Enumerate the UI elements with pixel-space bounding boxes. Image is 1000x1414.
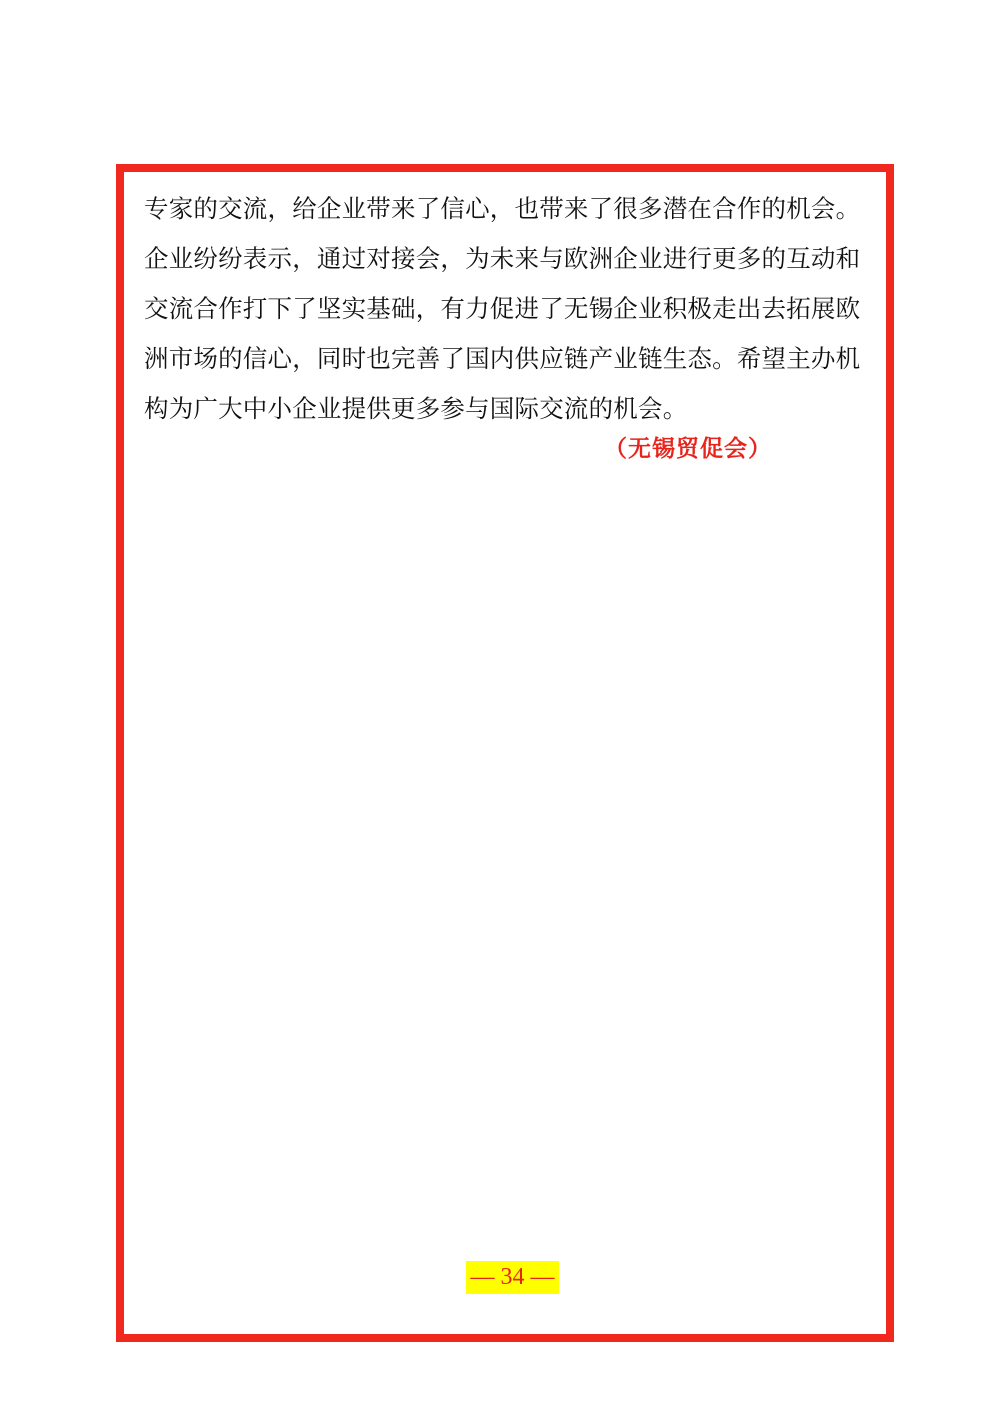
body-line-2: 企业纷纷表示，通过对接会，为未来与欧洲企业进行更多的互动和 [144,244,861,273]
body-line-3: 交流合作打下了坚实基础，有力促进了无锡企业积极走出去拓展欧 [144,294,861,323]
body-line-5: 构为广大中小企业提供更多参与国际交流的机会。 [144,394,688,423]
article-body [144,184,874,434]
page-number: — 34 — [466,1261,559,1294]
article-source: （无锡贸促会） [604,435,772,462]
body-line-4: 洲市场的信心，同时也完善了国内供应链产业链生态。希望主办机 [144,344,861,373]
page-border-frame [116,164,894,1342]
body-line-1: 专家的交流，给企业带来了信心，也带来了很多潜在合作的机会。 [144,194,861,223]
